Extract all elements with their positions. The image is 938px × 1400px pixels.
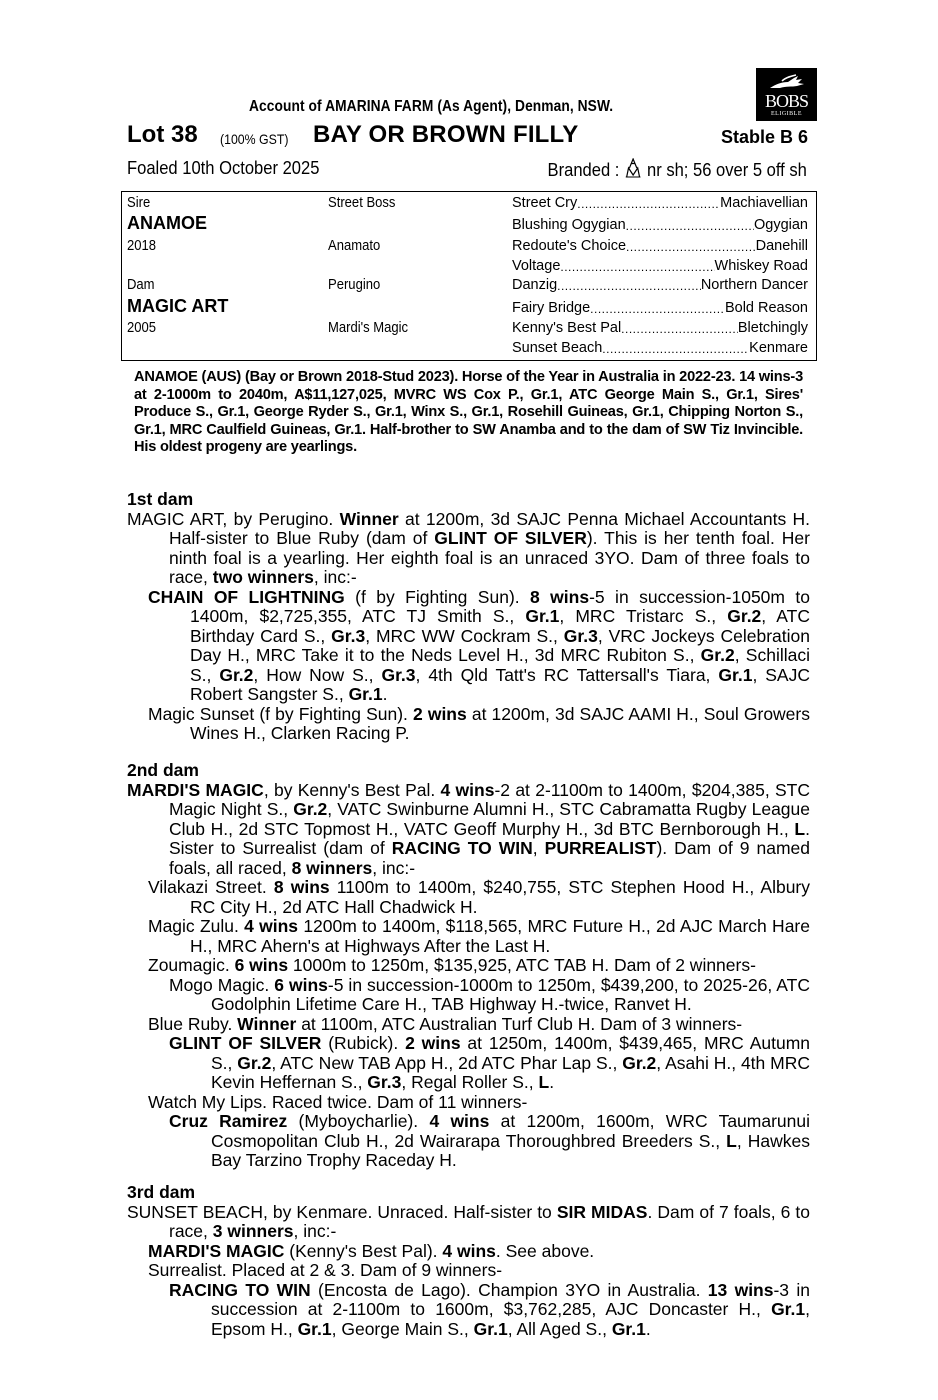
section-heading: 3rd dam xyxy=(127,1182,196,1202)
horse-head-icon xyxy=(768,74,806,92)
branded-value: nr sh; 56 over 5 off sh xyxy=(647,160,807,180)
stable-location: Stable B 6 xyxy=(720,127,808,147)
entries xyxy=(127,510,810,744)
lot-description: BAY OR BROWN FILLY xyxy=(313,121,579,148)
race-record-entry: Magic Zulu. 4 wins 1200m to 1400m, $118,565, MRC Future H., 2d AJC March Hare H., MRC Ahern's at Highways After the Last H. xyxy=(148,916,810,956)
maternal-grandsire: Perugino xyxy=(328,277,381,293)
race-record-entry: RACING TO WIN (Encosta de Lago). Champion 3YO in Australia. 13 wins-3 in succession at 2-1100m to 1600m, $3,762,285, AJC Doncaster H., Gr.1, Epsom H., Gr.1, George Main S., Gr.1, All Aged S., Gr.1. xyxy=(169,1279,810,1339)
logo-text: BOBS xyxy=(764,91,809,111)
dam-label: Dam xyxy=(127,277,155,293)
sire-summary: ANAMOE (AUS) (Bay or Brown 2018-Stud 2023). Horse of the Year in Australia in 2022-23. 14 wins-3 at 2-1000m to 2040m, A$11,127,025, MVRC WS Cox P., Gr.1, ATC George Main S., Gr.1, Sires' Produce S., Gr.1, George Ryder S., Gr.1, Winx S., Gr.1, Rosehill Guineas, Gr.1, Chipping Norton S., Gr.1, MRC Caulfield Guineas, Gr.1. Half-brother to SW Anamba and to the dam of SW Tiz Invincible. His oldest progeny are yearlings. xyxy=(134,369,803,456)
race-record-entry: Magic Sunset (f by Fighting Sun). 2 wins at 1200m, 3d SAJC AAMI H., Soul Growers Wines H., Clarken Racing P. xyxy=(148,703,810,743)
third-dam-section xyxy=(127,1183,810,1339)
paternal-grandsire: Street Boss xyxy=(328,195,396,211)
maternal-granddam: Mardi's Magic xyxy=(328,320,409,336)
sire-label: Sire xyxy=(127,195,151,211)
great-grandparent-row: Sunset Beach ..... Kenmare xyxy=(512,340,808,358)
race-record-entry: MARDI'S MAGIC (Kenny's Best Pal). 4 wins. See above. xyxy=(148,1240,595,1261)
great-grandparent-row: Blushing Ogygian ..... Ogygian xyxy=(512,217,808,235)
great-grandparent-row: Redoute's Choice ..... Danehill xyxy=(512,238,808,256)
race-record-entry: Mogo Magic. 6 wins-5 in succession-1000m to 1250m, $439,200, to 2025-26, ATC Godolphin Lifetime Care H., TAB Highway H.-twice, Ranvet H. xyxy=(169,974,811,1014)
bobs-eligible-logo xyxy=(756,68,817,121)
sire-name: ANAMOE xyxy=(127,213,207,233)
great-grandparent-row: Kenny's Best Pal ..... Bletchingly xyxy=(512,320,808,338)
section-heading: 1st dam xyxy=(127,489,194,509)
great-grandparent-row: Danzig ..... Northern Dancer xyxy=(512,277,808,295)
second-dam-section xyxy=(127,761,810,1171)
race-record-entry: SUNSET BEACH, by Kenmare. Unraced. Half-sister to SIR MIDAS. Dam of 7 foals, 6 to race, 3 winners, inc:- xyxy=(127,1201,810,1241)
vendor-account: Account of AMARINA FARM (As Agent), Denman, NSW. xyxy=(249,98,614,115)
great-grandparent-row: Voltage ..... Whiskey Road xyxy=(512,258,808,276)
first-dam-section xyxy=(127,490,810,744)
am-brand-icon xyxy=(624,158,642,178)
entries xyxy=(127,1203,810,1340)
race-record-entry: MARDI'S MAGIC, by Kenny's Best Pal. 4 wins-2 at 2-1100m to 1400m, $204,385, STC Magic Night S., Gr.2, VATC Swinburne Alumni H., STC Cabramatta Rugby League Club H., 2d STC Topmost H., VATC Geoff Murphy H., 3d BTC Bernborough H., L. Sister to Surrealist (dam of RACING TO WIN, PURREALIST). Dam of 9 named foals, all raced, 8 winners, inc:- xyxy=(127,779,810,878)
foaled-date: Foaled 10th October 2025 xyxy=(127,158,320,178)
paternal-granddam: Anamato xyxy=(328,238,381,254)
race-record-entry: GLINT OF SILVER (Rubick). 2 wins at 1250m, 1400m, $439,465, MRC Autumn S., Gr.2, ATC New TAB App H., 2d ATC Phar Lap S., Gr.2, Asahi H., 4th MRC Kevin Heffernan S., Gr.3, Regal Roller S., L. xyxy=(169,1033,811,1092)
sire-year: 2018 xyxy=(127,238,157,254)
dam-name: MAGIC ART xyxy=(127,296,229,316)
brand-info xyxy=(548,158,807,181)
race-record-entry: CHAIN OF LIGHTNING (f by Fighting Sun). 8 wins-5 in succession-1050m to 1400m, $2,725,355, ATC TJ Smith S., Gr.1, MRC Tristarc S., Gr.2, ATC Birthday Card S., Gr.3, MRC WW Cockram S., Gr.3, VRC Jockeys Celebration Day H., MRC Take it to the Neds Level H., 3d MRC Rubiton S., Gr.2, Schillaci S., Gr.2, How Now S., Gr.3, 4th Qld Tatt's RC Tattersall's Tiara, Gr.1, SAJC Robert Sangster S., Gr.1. xyxy=(148,586,810,704)
race-record-entry: Zoumagic. 6 wins 1000m to 1250m, $135,925, ATC TAB H. Dam of 2 winners- xyxy=(148,955,756,975)
branded-label: Branded : xyxy=(547,160,620,180)
race-record-entry: Cruz Ramirez (Myboycharlie). 4 wins at 1200m, 1600m, WRC Taumarunui Cosmopolitan Club H., 2d Wairarapa Thoroughbred Breeders S., L, Hawkes Bay Tarzino Trophy Raceday H. xyxy=(169,1111,811,1170)
race-record-entry: Watch My Lips. Raced twice. Dam of 11 winners- xyxy=(148,1091,528,1112)
race-record-entry: Blue Ruby. Winner at 1100m, ATC Australian Turf Club H. Dam of 3 winners- xyxy=(148,1013,743,1034)
race-record-entry: Surrealist. Placed at 2 & 3. Dam of 9 winners- xyxy=(148,1260,503,1280)
section-heading: 2nd dam xyxy=(127,760,199,780)
great-grandparent-row: Street Cry ..... Machiavellian xyxy=(512,195,808,213)
lot-title-line xyxy=(127,120,810,150)
race-record-entry: Vilakazi Street. 8 wins 1100m to 1400m, $240,755, STC Stephen Hood H., Albury RC City H., 2d ATC Hall Chadwick H. xyxy=(148,877,810,917)
dam-year: 2005 xyxy=(127,320,157,336)
lot-number: Lot 38 xyxy=(127,121,198,148)
pedigree-table xyxy=(121,191,817,361)
entries xyxy=(127,781,810,1171)
gst-note: (100% GST) xyxy=(220,131,289,147)
great-grandparent-row: Fairy Bridge ..... Bold Reason xyxy=(512,300,808,318)
race-record-entry: MAGIC ART, by Perugino. Winner at 1200m, 3d SAJC Penna Michael Accountants H. Half-sister to Blue Ruby (dam of GLINT OF SILVER). This is her tenth foal. Her ninth foal is a yearling. Her eighth foal is an unraced 3YO. Dam of three foals to race, two winners, inc:- xyxy=(127,508,810,587)
logo-subtext: ELIGIBLE xyxy=(771,111,802,117)
